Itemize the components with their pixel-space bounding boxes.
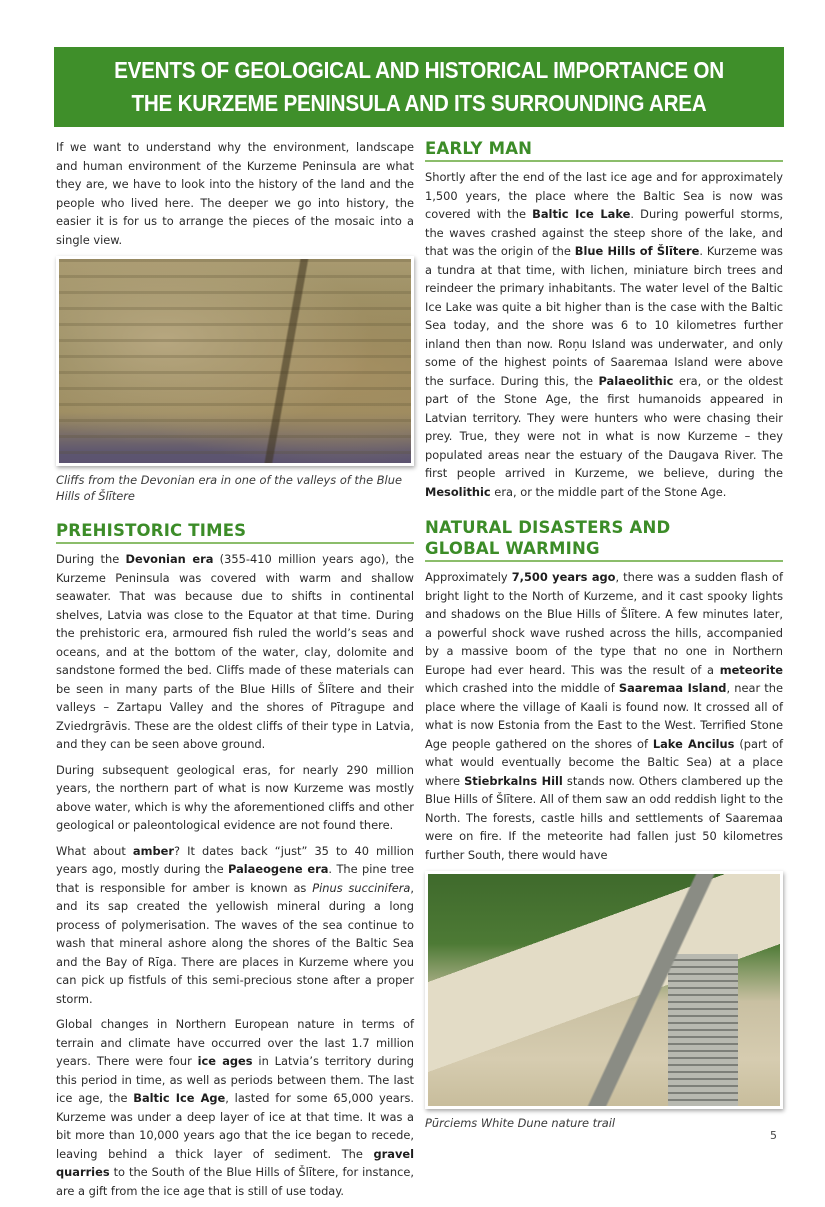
prehistoric-paragraph-3: What about amber? It dates back “just” 35 to 40 million years ago, mostly during the Palaeogene era. The pine tree that is responsible for amber is known as Pinus succinifera, and its sap created the yellowish mineral during a long process of polymerisation. The waves of the sea continue to wash that mineral ashore along the shores of the Baltic Sea and the Bay of Rīga. There are places in Kurzeme where you can pick up fistfuls of this semi-precious stone after a proper storm. bbox=[56, 843, 414, 1006]
dune-boardwalk-photo bbox=[425, 871, 783, 1109]
cliffs-photo bbox=[56, 256, 414, 466]
prehistoric-paragraph-1: During the Devonian era (355-410 million years ago), the Kurzeme Peninsula was covered with warm and shallow seawater. That was because due to shifts in continental shelves, Latvia was close to the Equator at that time. During the prehistoric era, armoured fish ruled the world’s seas and oceans, and at the bottom of the water, clay, dolomite and sandstone formed the bed. Cliffs made of these materials can be seen in many parts of the Blue Hills of Šlītere and their valleys – Zartapu Valley and the shores of Pītragupe and Zviedrgrāvis. These are the oldest cliffs of their type in Latvia, and they can be seen above ground. bbox=[56, 552, 414, 751]
title-line-2: THE KURZEME PENINSULA AND ITS SURROUNDING AREA bbox=[131, 90, 707, 116]
section-heading-natural-disasters: NATURAL DISASTERS AND GLOBAL WARMING bbox=[425, 517, 783, 562]
title-line-1: EVENTS OF GEOLOGICAL AND HISTORICAL IMPORTANCE ON bbox=[114, 57, 724, 83]
prehistoric-paragraph-4: Global changes in Northern European nature in terms of terrain and climate have occurred over the last 1.7 million years. There were four ice ages in Latvia’s territory during this period in time, as well as periods between them. The last ice age, the Baltic Ice Age, lasted for some 65,000 years. Kurzeme was under a deep layer of ice at that time. It was a bit more than 10,000 years ago that the ice began to recede, leaving behind a thick layer of sediment. The gravel quarries to the South of the Blue Hills of Šlītere, for instance, are a gift from the ice age that is still of use today. bbox=[56, 1017, 414, 1198]
page-number: 5 bbox=[770, 1129, 777, 1142]
section-heading-early-man: EARLY MAN bbox=[425, 138, 783, 162]
intro-paragraph: If we want to understand why the environment, landscape and human environment of the Kurzeme Peninsula are what they are, we have to look into the history of the land and the people who lived here. The deeper we go into history, the easier it is for us to arrange the pieces of the mosaic into a single view. bbox=[56, 140, 414, 247]
right-column bbox=[425, 138, 783, 1147]
cliffs-photo-caption: Cliffs from the Devonian era in one of the valleys of the Blue Hills of Šlītere bbox=[56, 473, 402, 503]
prehistoric-paragraph-2: During subsequent geological eras, for nearly 290 million years, the northern part of what is now Kurzeme was mostly above water, which is why the aforementioned cliffs and other geological or paleontological evidence are not found there. bbox=[56, 762, 414, 832]
dune-photo-caption: Pūrciems White Dune nature trail bbox=[425, 1116, 616, 1130]
early-man-paragraph: Shortly after the end of the last ice age and for approximately 1,500 years, the place where the Baltic Sea is now was covered with the Baltic Ice Lake. During powerful storms, the waves crashed against the steep shore of the lake, and that was the origin of the Blue Hills of Šlītere. Kurzeme was a tundra at that time, with lichen, miniature birch trees and reindeer the primary inhabitants. The water level of the Baltic Ice Lake was quite a bit higher than is the case with the Baltic Sea today, and the shore was 6 to 10 kilometres further inland then than now. Roņu Island was underwater, and only some of the highest points of Saaremaa Island were above the surface. During this, the Palaeolithic era, or the oldest part of the Stone Age, the first humanoids appeared in Latvian territory. They were hunters who were chasing their prey. True, they were not in what is now Kurzeme – they populated areas near the estuary of the Daugava River. The first people arrived in Kurzeme, we believe, during the Mesolithic era, or the middle part of the Stone Age. bbox=[425, 170, 783, 499]
title-banner bbox=[54, 47, 784, 127]
natural-disasters-paragraph: Approximately 7,500 years ago, there was a sudden flash of bright light to the North of Kurzeme, and it cast spooky lights and shadows on the Blue Hills of Šlītere. A few minutes later, a powerful shock wave rushed across the hills, accompanied by a massive boom of the type that no one in Northern Europe had ever heard. This was the result of a meteorite which crashed into the middle of Saaremaa Island, near the place where the village of Kaali is found now. It crossed all of what is now Estonia from the East to the West. Terrified Stone Age people gathered on the shores of Lake Ancilus (part of what would eventually become the Baltic Sea) at a place where Stiebrkalns Hill stands now. Others clambered up the Blue Hills of Šlītere. All of them saw an odd reddish light to the North. The forests, castle hills and settlements of Saaremaa were on fire. If the meteorite had fallen just 50 kilometres further South, there would have bbox=[425, 570, 783, 862]
section-heading-prehistoric: PREHISTORIC TIMES bbox=[56, 520, 414, 544]
left-column bbox=[56, 138, 414, 1207]
